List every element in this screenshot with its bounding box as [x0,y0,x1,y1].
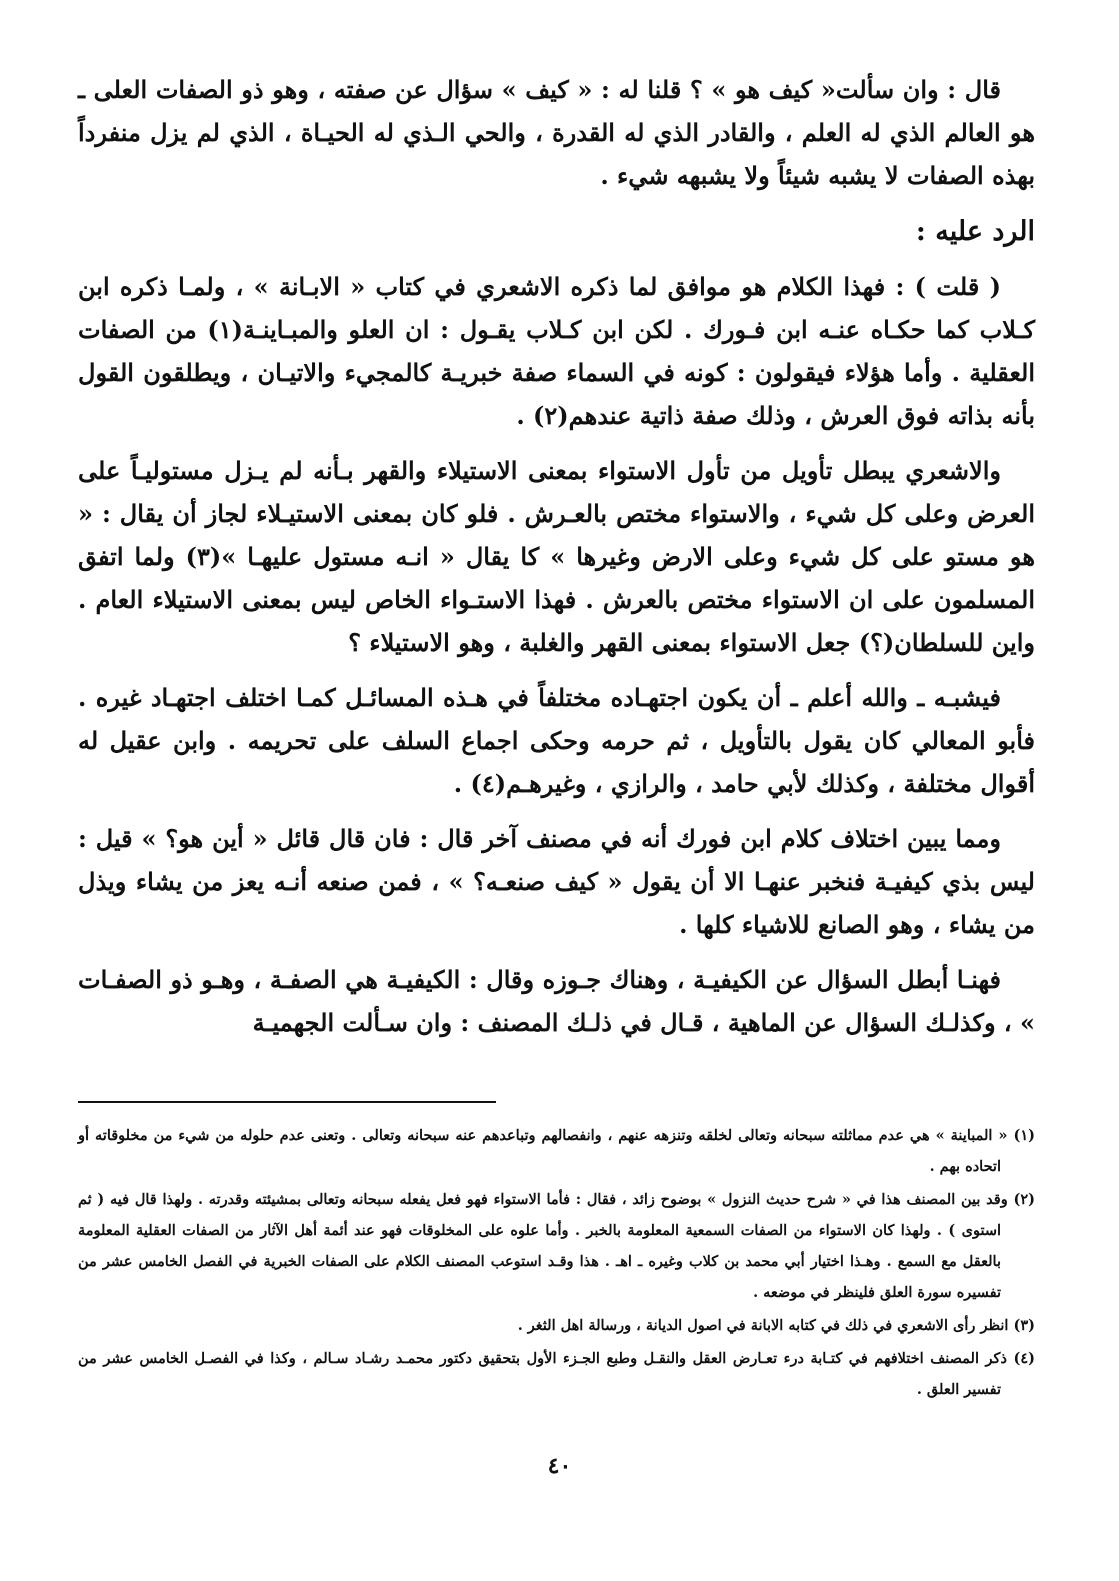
section-heading: الرد عليه : [915,216,1035,247]
footnote-1: (١) « المباينة » هي عدم مماثلته سبحانه وتعالى لخلقه وتنزهه عنهم ، وانفصالهم وتباعدهم عنه سبحانه وتعالى . وتعنى عدم حلوله من شيء من مخلوقاته أو اتحاده بهم . [78,1127,1035,1175]
paragraph-2: ( قلت ) : فهذا الكلام هو موافق لما ذكره الاشعري في كتاب « الابـانة » ، ولمـا ذكره ابن كـلاب كما حكـاه عنـه ابن فـورك . لكن ابن كـلاب يقـول : ان العلو والمبـاينـة(١) من الصفات العقلية . وأما هؤلاء فيقولون : كونه في السماء صفة خبريـة كالمجيء والاتيـان ، ويطلقون القول بأنه بذاته فوق العرش ، وذلك صفة ذاتية عندهم(٢) . [78,272,1035,430]
footnotes [78,1120,1035,1407]
footnote-4: (٤) ذكر المصنف اختلافهم في كتـابة درء تعـارض العقل والنقـل وطبع الجـزء الأول بتحقيق دكتور محمـد رشـاد سـالم ، وكذا في الفصـل الخامس عشر من تفسير العلق . [78,1350,1035,1398]
paragraph-1: قال : وان سألت« كيف هو » ؟ قلنا له : « كيف » سؤال عن صفته ، وهو ذو الصفات العلى ـ هو العالم الذي له العلم ، والقادر الذي له القدرة ، والحي الـذي له الحيـاة ، الذي لم يزل منفرداً بهذه الصفات لا يشبه شيئاً ولا يشبهه شيء . [78,75,1035,190]
paragraph-5: ومما يبين اختلاف كلام ابن فورك أنه في مصنف آخر قال : فان قال قائل « أين هو؟ » قيل : ليس بذي كيفيـة فنخبر عنهـا الا أن يقول « كيف صنعـه؟ » ، فمن صنعه أنـه يعز من يشاء ويذل من يشاء ، وهو الصانع للاشياء كلها . [78,824,1035,939]
paragraph-4: فيشبـه ـ والله أعلم ـ أن يكون اجتهـاده مختلفاً في هـذه المسائـل كمـا اختلف اجتهـاد غيره . فأبو المعالي كان يقول بالتأويل ، ثم حرمه وحكى اجماع السلف على تحريمه . وابن عقيل له أقوال مختلفة ، وكذلك لأبي حامد ، والرازي ، وغيرهـم(٤) . [78,683,1035,798]
paragraph-3: والاشعري يبطل تأويل من تأول الاستواء بمعنى الاستيلاء والقهر بـأنه لم يـزل مستوليـاً على العرض وعلى كل شيء ، والاستواء مختص بالعـرش . فلو كان بمعنى الاستيـلاء لجاز أن يقال : « هو مستو على كل شيء وعلى الارض وغيرها » كا يقال « انـه مستول عليهـا »(٣) ولما اتفق المسلمون على ان الاستواء مختص بالعرش . فهذا الاستـواء الخاص ليس بمعنى الاستيلاء العام . واين للسلطان(؟) جعل الاستواء بمعنى القهر والغلبة ، وهو الاستيلاء ؟ [78,456,1035,657]
paragraph-6: فهنـا أبطل السؤال عن الكيفيـة ، وهناك جـوزه وقال : الكيفيـة هي الصفـة ، وهـو ذو الصفـات » ، وكذلـك السؤال عن الماهية ، قـال في ذلـك المصنف : وان سـألت الجهميـة [78,965,1035,1037]
page-number: ٤٠ [547,1453,572,1479]
main-text [78,68,1035,1056]
footnote-2: (٢) وقد بين المصنف هذا في « شرح حديث النزول » بوضوح زائد ، فقال : فأما الاستواء فهو فعل يفعله سبحانه وتعالى بمشيئته وقدرته . ولهذا قال فيه ( ثم استوى ) . ولهذا كان الاستواء من الصفات السمعية المعلومة بالخبر . وأما علوه على المخلوقات فهو عند أئمة أهل الآثار من الصفات العقلية المعلومة بالعقل مع السمع . وهـذا اختيار أبي محمد بن كلاب وغيره ـ اهـ . هذا وقـد استوعب المصنف الكلام على الصفات الخبرية في الفصل الخامس عشر من تفسيره سورة العلق فلينظر في موضعه . [78,1191,1035,1301]
footnote-3: (٣) انظر رأى الاشعري في ذلك في كتابه الابانة في اصول الديانة ، ورسالة اهل الثغر . [517,1317,1035,1334]
footnote-divider [78,1101,496,1103]
